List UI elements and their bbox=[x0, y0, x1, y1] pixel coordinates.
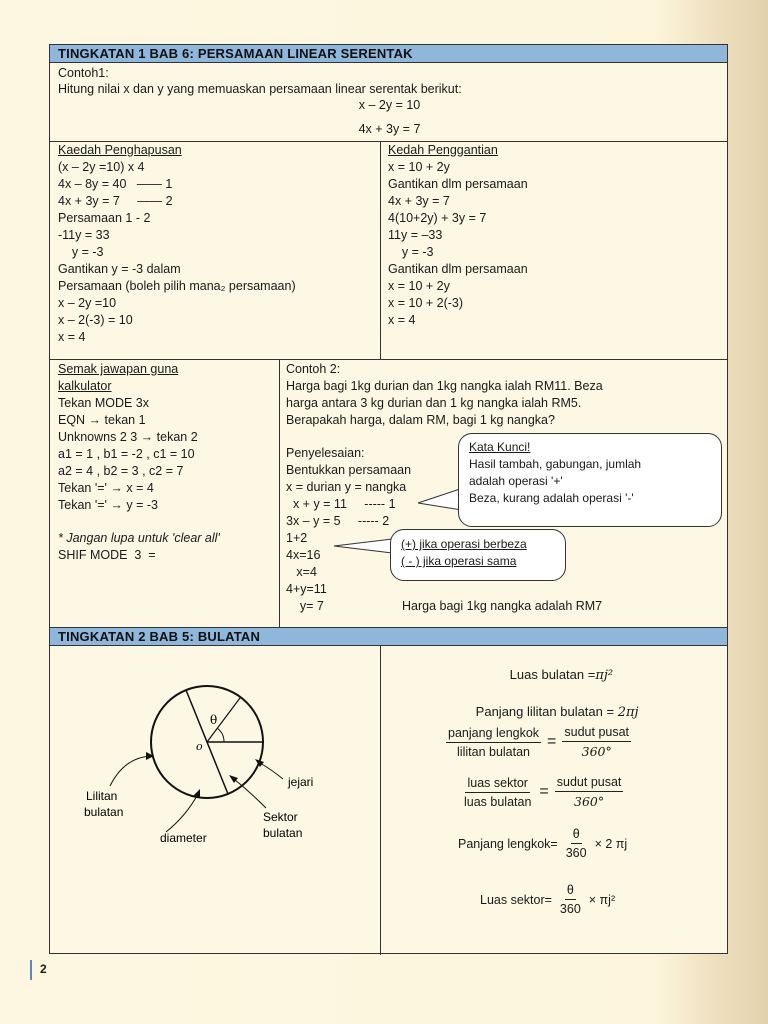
elimination-line: x – 2(-3) = 10 bbox=[58, 313, 133, 327]
example2-title: Contoh 2: bbox=[286, 362, 341, 376]
lilitan-label: Lilitan bbox=[86, 789, 118, 803]
operations-line: (+) jika operasi berbeza bbox=[401, 537, 527, 551]
solution-line: y= 7 bbox=[286, 599, 324, 613]
theta-label: θ bbox=[210, 713, 218, 727]
page-number: 2 bbox=[40, 962, 47, 976]
example2-question: Berapakah harga, dalam RM, bagi 1 kg nangka? bbox=[286, 413, 555, 427]
circumference-expression: 2πj bbox=[617, 704, 639, 720]
sector-ratio-numerator2: sudut pusat bbox=[555, 775, 624, 792]
substitution-title: Kedah Penggantian bbox=[388, 143, 498, 157]
arc-length-label: Panjang lengkok= bbox=[458, 836, 558, 851]
calculator-line: Tekan '=' → x = 4 bbox=[58, 481, 154, 495]
substitution-line: x = 4 bbox=[388, 313, 416, 327]
elimination-line: x – 2y =10 bbox=[58, 296, 117, 310]
arc-ratio-formula bbox=[446, 725, 631, 759]
equals-sign: = bbox=[539, 783, 549, 800]
substitution-line: y = -3 bbox=[388, 245, 434, 259]
substitution-line: x = 10 + 2y bbox=[388, 279, 450, 293]
sector-area-label: Luas sektor= bbox=[480, 892, 552, 907]
calculator-line: a2 = 4 , b2 = 3 , c2 = 7 bbox=[58, 464, 184, 478]
sector-area-numerator: θ bbox=[565, 883, 576, 900]
sector-area-denominator: 360 bbox=[559, 902, 581, 916]
area-expression: πj² bbox=[595, 667, 614, 683]
arc-ratio-numerator2: sudut pusat bbox=[562, 725, 631, 742]
divider bbox=[380, 141, 381, 359]
divider bbox=[50, 359, 727, 360]
jejari-label: jejari bbox=[288, 775, 314, 789]
solution-line: 4x=16 bbox=[286, 548, 321, 562]
solution-line: x = durian y = nangka bbox=[286, 480, 407, 494]
calculator-line: EQN → tekan 1 bbox=[58, 413, 146, 427]
arc-length-numerator: θ bbox=[571, 827, 582, 844]
equation-2: 4x + 3y = 7 bbox=[358, 122, 421, 136]
substitution-line: x = 10 + 2y bbox=[388, 160, 450, 174]
calculator-line: Tekan '=' → y = -3 bbox=[58, 498, 158, 512]
area-label: Luas bulatan = bbox=[509, 666, 596, 682]
intro-title: Contoh1: bbox=[58, 66, 109, 80]
sector-area-rest: × πj² bbox=[588, 892, 616, 907]
circumference-label: Panjang lilitan bulatan = bbox=[475, 703, 615, 719]
solution-line: x=4 bbox=[286, 565, 317, 579]
calculator-title: Semak jawapan guna bbox=[58, 362, 179, 376]
elimination-line: x = 4 bbox=[58, 330, 86, 344]
calculator-line: SHIF MODE 3 = bbox=[58, 548, 156, 562]
example2-question: harga antara 3 kg durian dan 1 kg nangka ialah RM5. bbox=[286, 396, 582, 410]
diameter-label: diameter bbox=[160, 831, 207, 845]
elimination-line: 4x – 8y = 40 ―― 1 bbox=[58, 177, 173, 191]
substitution-line: x = 10 + 2(-3) bbox=[388, 296, 464, 310]
example2-question: Harga bagi 1kg durian dan 1kg nangka ialah RM11. Beza bbox=[286, 379, 603, 393]
elimination-title: Kaedah Penghapusan bbox=[58, 143, 182, 157]
example2-answer: Harga bagi 1kg nangka adalah RM7 bbox=[402, 599, 603, 613]
intro-question: Hitung nilai x dan y yang memuaskan persamaan linear serentak berikut: bbox=[58, 82, 462, 96]
solution-line: x + y = 11 ----- 1 bbox=[286, 497, 396, 511]
sector-ratio-denominator2: 360° bbox=[574, 794, 605, 809]
operations-bubble bbox=[390, 529, 566, 581]
solution-line: Bentukkan persamaan bbox=[286, 463, 412, 477]
substitution-line: Gantikan dlm persamaan bbox=[388, 262, 528, 276]
substitution-line: 4x + 3y = 7 bbox=[388, 194, 450, 208]
calculator-line: Unknowns 2 3 → tekan 2 bbox=[58, 430, 198, 444]
elimination-line: Persamaan (boleh pilih mana₂ persamaan) bbox=[58, 279, 296, 293]
solution-line: Penyelesaian: bbox=[286, 446, 365, 460]
arc-ratio-denominator: lilitan bulatan bbox=[457, 744, 530, 759]
equation-1: x – 2y = 10 bbox=[358, 98, 421, 112]
keywords-title: Kata Kunci! bbox=[469, 440, 531, 454]
keywords-line: adalah operasi '+' bbox=[469, 474, 563, 488]
keywords-bubble bbox=[458, 433, 722, 527]
arc-ratio-denominator2: 360° bbox=[581, 744, 612, 759]
section1-header: TINGKATAN 1 BAB 6: PERSAMAAN LINEAR SERENTAK bbox=[50, 45, 727, 63]
section2-header: TINGKATAN 2 BAB 5: BULATAN bbox=[50, 627, 727, 646]
lilitan-label: bulatan bbox=[84, 805, 124, 819]
substitution-line: 4(10+2y) + 3y = 7 bbox=[388, 211, 487, 225]
solution-line: 4+y=11 bbox=[286, 582, 327, 596]
keywords-line: Hasil tambah, gabungan, jumlah bbox=[469, 457, 642, 471]
circle-diagram bbox=[50, 646, 380, 955]
arc-ratio-numerator: panjang lengkok bbox=[446, 726, 541, 743]
center-label: o bbox=[196, 740, 203, 753]
elimination-line: 4x + 3y = 7 ―― 2 bbox=[58, 194, 173, 208]
calculator-note: * Jangan lupa untuk 'clear all' bbox=[58, 531, 220, 545]
keywords-line: Beza, kurang adalah operasi '-' bbox=[469, 491, 634, 505]
arc-length-denominator: 360 bbox=[565, 846, 587, 860]
divider bbox=[380, 646, 381, 955]
elimination-line: -11y = 33 bbox=[58, 228, 110, 242]
divider bbox=[279, 359, 280, 627]
elimination-line: y = -3 bbox=[58, 245, 104, 259]
operations-line: ( - ) jika operasi sama bbox=[401, 554, 517, 568]
sector-area-formula bbox=[480, 883, 615, 916]
substitution-line: 11y = –33 bbox=[388, 228, 443, 242]
equals-sign: = bbox=[547, 733, 557, 750]
solution-line: 3x – y = 5 ----- 2 bbox=[286, 514, 390, 528]
calculator-title: kalkulator bbox=[58, 379, 112, 393]
page-marker bbox=[30, 960, 32, 980]
calculator-line: a1 = 1 , b1 = -2 , c1 = 10 bbox=[58, 447, 195, 461]
sector-ratio-denominator: luas bulatan bbox=[464, 794, 532, 809]
sector-ratio-formula bbox=[462, 775, 623, 809]
arc-length-rest: × 2 πj bbox=[594, 836, 628, 851]
elimination-line: Gantikan y = -3 dalam bbox=[58, 262, 181, 276]
substitution-line: Gantikan dlm persamaan bbox=[388, 177, 528, 191]
sektor-label: Sektor bbox=[263, 810, 298, 824]
sektor-label: bulatan bbox=[263, 826, 303, 840]
elimination-line: Persamaan 1 - 2 bbox=[58, 211, 151, 225]
worksheet-page bbox=[49, 44, 728, 954]
elimination-line: (x – 2y =10) x 4 bbox=[58, 160, 145, 174]
calculator-line: Tekan MODE 3x bbox=[58, 396, 150, 410]
arc-length-formula bbox=[458, 827, 627, 860]
sector-ratio-numerator: luas sektor bbox=[465, 776, 529, 793]
solution-line: 1+2 bbox=[286, 531, 308, 545]
